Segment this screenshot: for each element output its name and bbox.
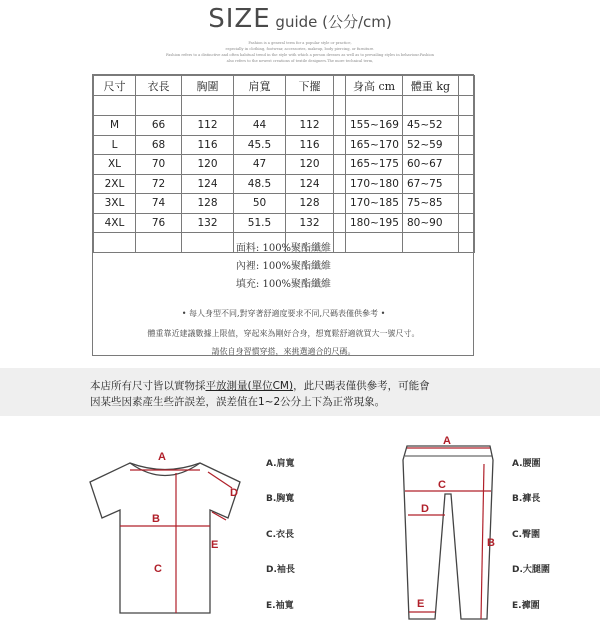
title-size: SIZE [208, 4, 271, 34]
table-row [94, 116, 475, 136]
cell [334, 174, 346, 194]
pants-letter-c: C [438, 479, 446, 491]
cell [334, 135, 346, 155]
banner-underlined: 平放測量(單位CM) [205, 380, 294, 392]
pants-diagram [395, 434, 505, 624]
cell: 50 [234, 194, 286, 214]
cell: 170~180 [346, 174, 403, 194]
measure-line-b [481, 464, 484, 619]
cell [459, 213, 475, 233]
cell: XL [94, 155, 136, 175]
cell [459, 174, 475, 194]
cell: 47 [234, 155, 286, 175]
pants-letter-d: D [421, 503, 429, 515]
material-fabric: 面料: 100%聚酯纖維 [235, 243, 332, 254]
measurement-banner [0, 368, 600, 416]
tshirt-label-c: C.衣長 [266, 530, 295, 540]
cell: 76 [136, 213, 182, 233]
cell: 67~75 [403, 174, 459, 194]
header-spacer [459, 76, 475, 96]
header-height: 身高 cm [346, 76, 403, 96]
cell: 128 [182, 194, 234, 214]
cell: 68 [136, 135, 182, 155]
cell: 120 [286, 155, 334, 175]
banner-text: ，此尺碼表僅供參考，可能會 [293, 380, 430, 392]
table-row [94, 155, 475, 175]
note-choose: 請依自身習慣穿搭，來挑選適合的尺碼。 [211, 347, 356, 356]
cell: 124 [182, 174, 234, 194]
table-row [94, 194, 475, 214]
cell [459, 135, 475, 155]
tshirt-label-d: D.袖長 [266, 565, 295, 575]
header-hem: 下擺 [286, 76, 334, 96]
cell: 72 [136, 174, 182, 194]
pants-label-c: C.臀圍 [512, 530, 541, 540]
size-table [93, 75, 475, 253]
cell: 4XL [94, 213, 136, 233]
table-blank-row [94, 96, 475, 116]
table-header-row [94, 76, 475, 96]
tshirt-letter-d: D [230, 487, 238, 499]
table-row [94, 174, 475, 194]
tshirt-label-b: B.胸寬 [266, 494, 295, 504]
cell: L [94, 135, 136, 155]
cell: 155~169 [346, 116, 403, 136]
title-guide: guide (公分/cm) [270, 13, 392, 31]
header-spacer [334, 76, 346, 96]
header-size: 尺寸 [94, 76, 136, 96]
measure-line-d [208, 472, 232, 488]
pants-letter-a: A [443, 435, 451, 447]
cell: 124 [286, 174, 334, 194]
pants-outline [403, 446, 493, 619]
cell: 75~85 [403, 194, 459, 214]
cell [334, 194, 346, 214]
header-shoulder: 肩寬 [234, 76, 286, 96]
cell: 48.5 [234, 174, 286, 194]
cell: 180~195 [346, 213, 403, 233]
cell: 80~90 [403, 213, 459, 233]
cell [459, 155, 475, 175]
cell: 170~185 [346, 194, 403, 214]
banner-text: 本店所有尺寸皆以實物採 [90, 380, 206, 392]
tshirt-letter-a: A [158, 451, 166, 463]
cell: 74 [136, 194, 182, 214]
cell: 51.5 [234, 213, 286, 233]
cell: 2XL [94, 174, 136, 194]
subtitle-line: also refers to the newest creations of textile designers.The more technical term, [226, 59, 374, 63]
header-weight: 體重 kg [403, 76, 459, 96]
cell [334, 116, 346, 136]
cell: 116 [286, 135, 334, 155]
cell: 116 [182, 135, 234, 155]
note-reference: • 每人身型不同,對穿著舒適度要求不同,尺碼表僅供參考 • [181, 309, 386, 318]
pants-label-d: D.大腿圍 [512, 565, 550, 575]
cell [334, 155, 346, 175]
cell: 45~52 [403, 116, 459, 136]
cell [334, 213, 346, 233]
pants-label-e: E.褲圍 [512, 601, 540, 611]
cell: 45.5 [234, 135, 286, 155]
cell: 120 [182, 155, 234, 175]
tshirt-letter-e: E [211, 539, 219, 551]
subtitle-line: especially in clothing, footwear, accessories, makeup, body piercing, or furniture. [225, 47, 375, 51]
cell: 60~67 [403, 155, 459, 175]
header-length: 衣長 [136, 76, 182, 96]
header-chest: 胸圍 [182, 76, 234, 96]
tshirt-diagram [80, 448, 250, 618]
pants-label-b: B.褲長 [512, 494, 541, 504]
cell: 165~175 [346, 155, 403, 175]
pants-letter-e: E [417, 598, 425, 610]
banner-line-1 [90, 378, 430, 393]
material-lining: 內裡: 100%聚酯纖維 [235, 261, 332, 272]
cell: 70 [136, 155, 182, 175]
pants-label-a: A.腰圍 [512, 459, 541, 469]
cell: 112 [286, 116, 334, 136]
cell: 165~170 [346, 135, 403, 155]
tshirt-letter-b: B [152, 513, 160, 525]
subtitle-line: Fashion is a general term for a popular style or practice, [248, 41, 352, 45]
tshirt-outline [90, 463, 240, 613]
size-chart [92, 74, 474, 356]
table-row [94, 213, 475, 233]
cell: 112 [182, 116, 234, 136]
pants-letter-b: B [487, 537, 495, 549]
tshirt-label-e: E.袖寬 [266, 601, 294, 611]
cell [459, 116, 475, 136]
banner-line-2: 因某些因素產生些許誤差，誤差值在1~2公分上下為正常現象。 [90, 396, 386, 408]
page-title [0, 4, 600, 34]
cell: M [94, 116, 136, 136]
tshirt-letter-c: C [154, 563, 162, 575]
table-row [94, 135, 475, 155]
note-weight: 體重靠近建議數據上限值，穿起來為剛好合身，想寬鬆舒適就買大一號尺寸。 [147, 329, 420, 338]
material-filling: 填充: 100%聚酯纖維 [235, 279, 332, 290]
cell: 3XL [94, 194, 136, 214]
cell: 132 [286, 213, 334, 233]
cell: 132 [182, 213, 234, 233]
cell: 52~59 [403, 135, 459, 155]
cell [459, 194, 475, 214]
tshirt-label-a: A.肩寬 [266, 459, 295, 469]
cell: 44 [234, 116, 286, 136]
subtitle-line: Fashion refers to a distinctive and often habitual trend in the style with which a person dresses as well as to prevailing styles in behaviour.Fashion [166, 53, 434, 57]
cell: 128 [286, 194, 334, 214]
cell: 66 [136, 116, 182, 136]
